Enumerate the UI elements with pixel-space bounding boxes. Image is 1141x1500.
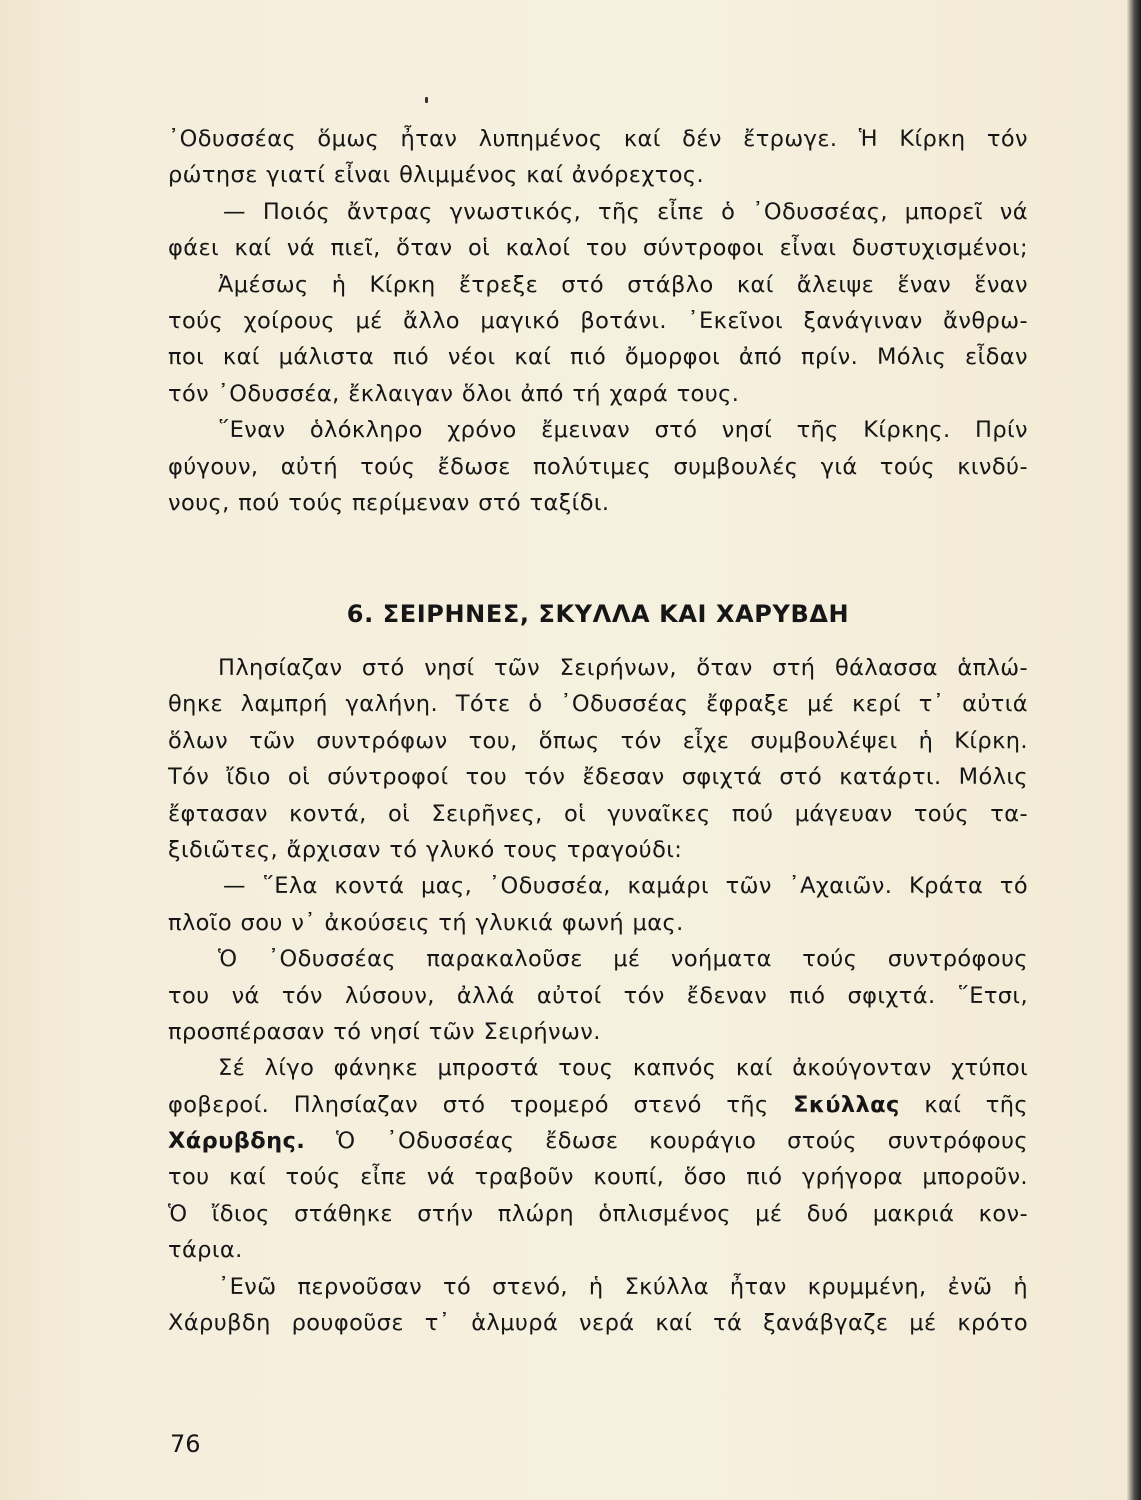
text-line: Πλησίαζαν στό νησί τῶν Σειρήνων, ὅταν στή θάλασσα ἁπλώ- xyxy=(218,655,1028,681)
text-line xyxy=(168,1087,1028,1123)
text-line: ποι καί μάλιστα πιό νέοι καί πιό ὄμορφοι ἀπό πρίν. Μόλις εἶδαν xyxy=(168,344,1028,371)
text-line: του καί τούς εἶπε νά τραβοῦν κουπί, ὅσο πιό γρήγορα μποροῦν. xyxy=(168,1164,1028,1191)
text-line xyxy=(168,1123,1028,1159)
page-edge-shadow xyxy=(1127,0,1141,1500)
text-line: φάει καί νά πιεῖ, ὅταν οἱ καλοί του σύντροφοι εἶναι δυστυχισμένοι; xyxy=(168,235,1028,262)
text-line: ᾿Ενῶ περνοῦσαν τό στενό, ἡ Σκύλλα ἦταν κρυμμένη, ἐνῶ ἡ xyxy=(218,1273,1028,1300)
chapter-heading: 6. ΣΕΙΡΗΝΕΣ, ΣΚΥΛΛΑ ΚΑΙ ΧΑΡΥΒΔΗ xyxy=(346,600,850,628)
page-number: 76 xyxy=(170,1430,201,1458)
text-fragment: Ὁ ᾿Οδυσσέας ἔδωσε κουράγιο στούς συντρόφους xyxy=(336,1128,1028,1155)
text-line: τόν ᾿Οδυσσέα, ἔκλαιγαν ὅλοι ἀπό τή χαρά τους. xyxy=(168,380,740,407)
text-line: προσπέρασαν τό νησί τῶν Σειρήνων. xyxy=(168,1018,601,1045)
ink-speck xyxy=(425,97,428,103)
text-line: πλοῖο σου ν᾿ ἀκούσεις τή γλυκιά φωνή μας. xyxy=(168,909,684,936)
text-line: Ἀμέσως ἡ Κίρκη ἔτρεξε στό στάβλο καί ἄλειψε ἕναν ἕναν xyxy=(218,271,1028,298)
text-line: φύγουν, αὐτή τούς ἔδωσε πολύτιμες συμβουλές γιά τούς κινδύ- xyxy=(168,453,1028,480)
text-line: ῞Εναν ὁλόκληρο χρόνο ἔμειναν στό νησί τῆς Κίρκης. Πρίν xyxy=(218,417,1028,444)
text-line: ἔφτασαν κοντά, οἱ Σειρῆνες, οἱ γυναῖκες πού μάγευαν τούς τα- xyxy=(168,800,1028,827)
text-line: Χάρυβδη ρουφοῦσε τ᾿ ἁλμυρά νερά καί τά ξανάβγαζε μέ κρότο xyxy=(168,1310,1028,1337)
text-line: του νά τόν λύσουν, ἀλλά αὐτοί τόν ἔδεναν πιό σφιχτά. ῞Ετσι, xyxy=(168,982,1028,1009)
text-line: ρώτησε γιατί εἶναι θλιμμένος καί ἀνόρεχτος. xyxy=(168,162,705,189)
text-section-1 xyxy=(168,121,1028,521)
text-line: Ὁ ἴδιος στάθηκε στήν πλώρη ὁπλισμένος μέ δυό μακριά κον- xyxy=(168,1200,1028,1227)
text-line: Ὁ ᾿Οδυσσέας παρακαλοῦσε μέ νοήματα τούς συντρόφους xyxy=(218,946,1028,973)
text-line: — Ποιός ἄντρας γνωστικός, τῆς εἶπε ὁ ᾿Οδυσσέας, μπορεῖ νά xyxy=(223,198,1028,225)
bold-name-skylla: Σκύλλας xyxy=(793,1091,900,1118)
text-line: ὅλων τῶν συντρόφων του, ὅπως τόν εἶχε συμβουλέψει ἡ Κίρκη. xyxy=(168,727,1028,754)
text-line: τάρια. xyxy=(168,1237,243,1264)
bold-name-charybdis: Χάρυβδης. xyxy=(168,1128,306,1155)
text-line: θηκε λαμπρή γαλήνη. Τότε ὁ ᾿Οδυσσέας ἔφραξε μέ κερί τ᾿ αὐτιά xyxy=(168,691,1028,718)
text-fragment: φοβεροί. Πλησίαζαν στό τρομερό στενό τῆς xyxy=(168,1091,769,1118)
text-line: Τόν ἴδιο οἱ σύντροφοί του τόν ἔδεσαν σφιχτά στό κατάρτι. Μόλις xyxy=(168,764,1028,791)
text-section-2 xyxy=(168,650,1028,1341)
text-fragment: καί τῆς xyxy=(924,1091,1028,1118)
text-line: Σέ λίγο φάνηκε μπροστά τους καπνός καί ἀκούγονταν χτύποι xyxy=(218,1055,1028,1082)
text-line: ᾿Οδυσσέας ὅμως ἦταν λυπημένος καί δέν ἔτρωγε. Ἡ Κίρκη τόν xyxy=(168,126,1028,152)
text-line: — ῞Ελα κοντά μας, ᾿Οδυσσέα, καμάρι τῶν ᾿Αχαιῶν. Κράτα τό xyxy=(223,873,1028,900)
text-line: νους, πού τούς περίμεναν στό ταξίδι. xyxy=(168,489,610,516)
text-line: τούς χοίρους μέ ἄλλο μαγικό βοτάνι. ᾿Εκεῖνοι ξανάγιναν ἄνθρω- xyxy=(168,307,1028,334)
text-line: ξιδιῶτες, ἄρχισαν τό γλυκό τους τραγούδι: xyxy=(168,836,683,863)
